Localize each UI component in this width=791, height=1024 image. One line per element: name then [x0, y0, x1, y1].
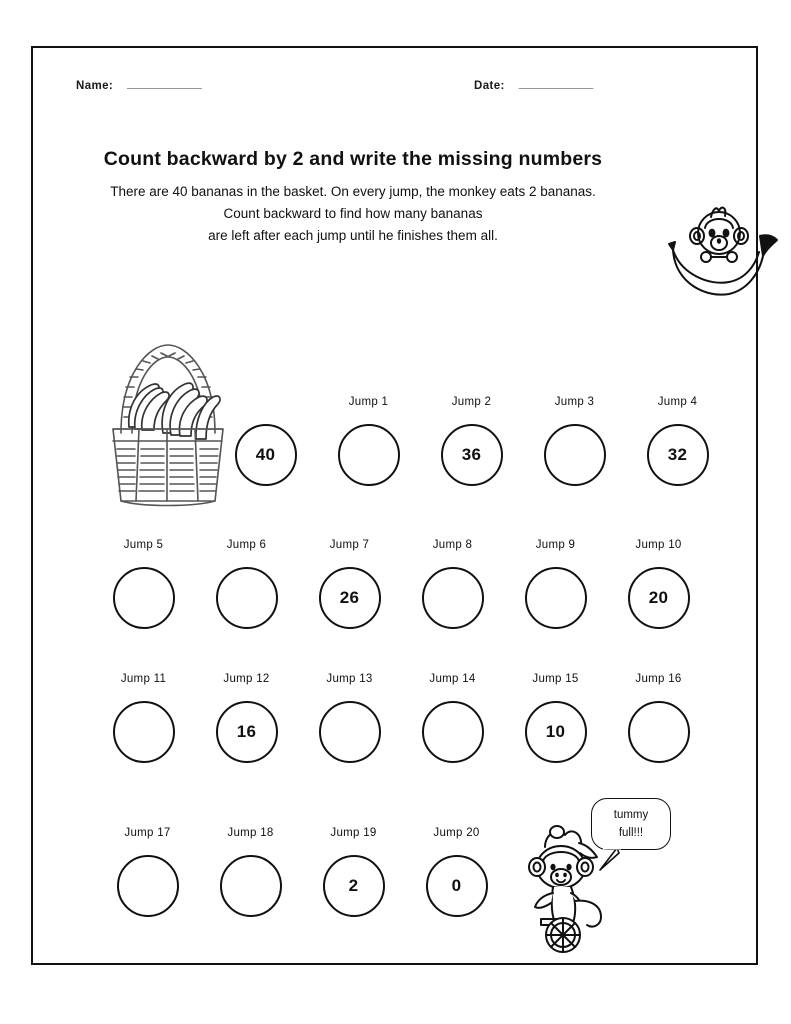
- jump-cell-10[interactable]: [607, 536, 710, 629]
- jump-label: Jump 10: [635, 539, 682, 551]
- jump-cell-7[interactable]: [298, 536, 401, 629]
- jump-label: Jump 2: [451, 396, 492, 408]
- jump-cell-1[interactable]: [317, 393, 420, 486]
- monkey-in-banana-icon: [667, 200, 779, 304]
- worksheet-page-frame: [31, 46, 758, 965]
- page-title: Count backward by 2 and write the missing numbers: [103, 148, 603, 170]
- jump-cell-9[interactable]: [504, 536, 607, 629]
- jump-cell-8[interactable]: [401, 536, 504, 629]
- jump-label: Jump 14: [429, 673, 476, 685]
- jump-cell-13[interactable]: [298, 670, 401, 763]
- jump-cell-3[interactable]: [523, 393, 626, 486]
- speech-bubble-line-1: tummy: [613, 809, 649, 821]
- name-label: Name:: [76, 80, 114, 92]
- worksheet-header: [33, 78, 756, 104]
- jump-circle[interactable]: [422, 701, 484, 763]
- jump-circle[interactable]: [220, 855, 282, 917]
- jump-circle[interactable]: [338, 424, 400, 486]
- jump-circle[interactable]: [319, 567, 381, 629]
- jump-label: Jump 13: [326, 673, 373, 685]
- speech-bubble-line-2: full!!!: [618, 827, 644, 839]
- jump-label: Jump 19: [330, 827, 377, 839]
- instruction-line-2: Count backward to find how many bananas: [223, 206, 483, 221]
- speech-bubble: [591, 798, 671, 850]
- jump-label: Jump 8: [432, 539, 473, 551]
- jump-circle[interactable]: [319, 701, 381, 763]
- jump-circle[interactable]: [235, 424, 297, 486]
- jump-circle[interactable]: [113, 567, 175, 629]
- jump-row: [92, 536, 710, 629]
- jump-circle[interactable]: [647, 424, 709, 486]
- date-label: Date:: [474, 80, 505, 92]
- jump-cell-start[interactable]: [214, 393, 317, 486]
- jump-value: 20: [648, 588, 669, 607]
- instruction-line-1: There are 40 bananas in the basket. On every jump, the monkey eats 2 bananas.: [110, 184, 596, 199]
- jump-circle[interactable]: [441, 424, 503, 486]
- jump-value: 32: [667, 445, 688, 464]
- jump-circle[interactable]: [113, 701, 175, 763]
- jump-cell-6[interactable]: [195, 536, 298, 629]
- jump-circle[interactable]: [544, 424, 606, 486]
- jump-cell-18[interactable]: [199, 824, 302, 917]
- jump-row: [92, 670, 710, 763]
- jump-cell-11[interactable]: [92, 670, 195, 763]
- jump-circle[interactable]: [422, 567, 484, 629]
- title-block: [33, 148, 673, 247]
- jump-label: Jump 12: [223, 673, 270, 685]
- jump-circle[interactable]: [426, 855, 488, 917]
- jump-circle[interactable]: [525, 567, 587, 629]
- jump-label: Jump 15: [532, 673, 579, 685]
- jump-label: Jump 16: [635, 673, 682, 685]
- jump-label: Jump 3: [554, 396, 595, 408]
- jump-cell-16[interactable]: [607, 670, 710, 763]
- jump-value: 10: [545, 722, 566, 741]
- jump-label: Jump 7: [329, 539, 370, 551]
- jump-circle[interactable]: [117, 855, 179, 917]
- jump-label: Jump 9: [535, 539, 576, 551]
- jump-cell-12[interactable]: [195, 670, 298, 763]
- jump-cell-2[interactable]: [420, 393, 523, 486]
- jump-cell-14[interactable]: [401, 670, 504, 763]
- jump-value: 40: [255, 445, 276, 464]
- instruction-line-3: are left after each jump until he finishes them all.: [208, 228, 498, 243]
- jump-label: Jump 11: [120, 673, 167, 685]
- jump-cell-17[interactable]: [96, 824, 199, 917]
- jump-label: Jump 18: [227, 827, 274, 839]
- jump-value: 2: [348, 876, 359, 895]
- jump-circle[interactable]: [628, 701, 690, 763]
- jump-row: [96, 824, 508, 917]
- date-field[interactable]: [474, 78, 593, 92]
- jump-circle[interactable]: [216, 567, 278, 629]
- date-input-blank[interactable]: ____________: [518, 76, 593, 90]
- jump-cell-19[interactable]: [302, 824, 405, 917]
- jump-value: 0: [451, 876, 462, 895]
- jump-circle[interactable]: [216, 701, 278, 763]
- jump-circle[interactable]: [323, 855, 385, 917]
- jump-label: Jump 17: [124, 827, 171, 839]
- jump-value: 36: [461, 445, 482, 464]
- jump-cell-4[interactable]: [626, 393, 729, 486]
- jump-label: Jump 1: [348, 396, 389, 408]
- jump-label: Jump 4: [657, 396, 698, 408]
- jump-circle[interactable]: [525, 701, 587, 763]
- jump-value: 16: [236, 722, 257, 741]
- jump-cell-20[interactable]: [405, 824, 508, 917]
- jump-row: [214, 393, 729, 486]
- speech-bubble-tail-icon: [599, 847, 625, 871]
- jump-circle[interactable]: [628, 567, 690, 629]
- jump-value: 26: [339, 588, 360, 607]
- jump-label: Jump 5: [123, 539, 164, 551]
- jump-label: Jump 6: [226, 539, 267, 551]
- jump-cell-15[interactable]: [504, 670, 607, 763]
- name-field[interactable]: [76, 78, 201, 92]
- name-input-blank[interactable]: ____________: [127, 76, 202, 90]
- jump-cell-5[interactable]: [92, 536, 195, 629]
- jump-label: Jump 20: [433, 827, 480, 839]
